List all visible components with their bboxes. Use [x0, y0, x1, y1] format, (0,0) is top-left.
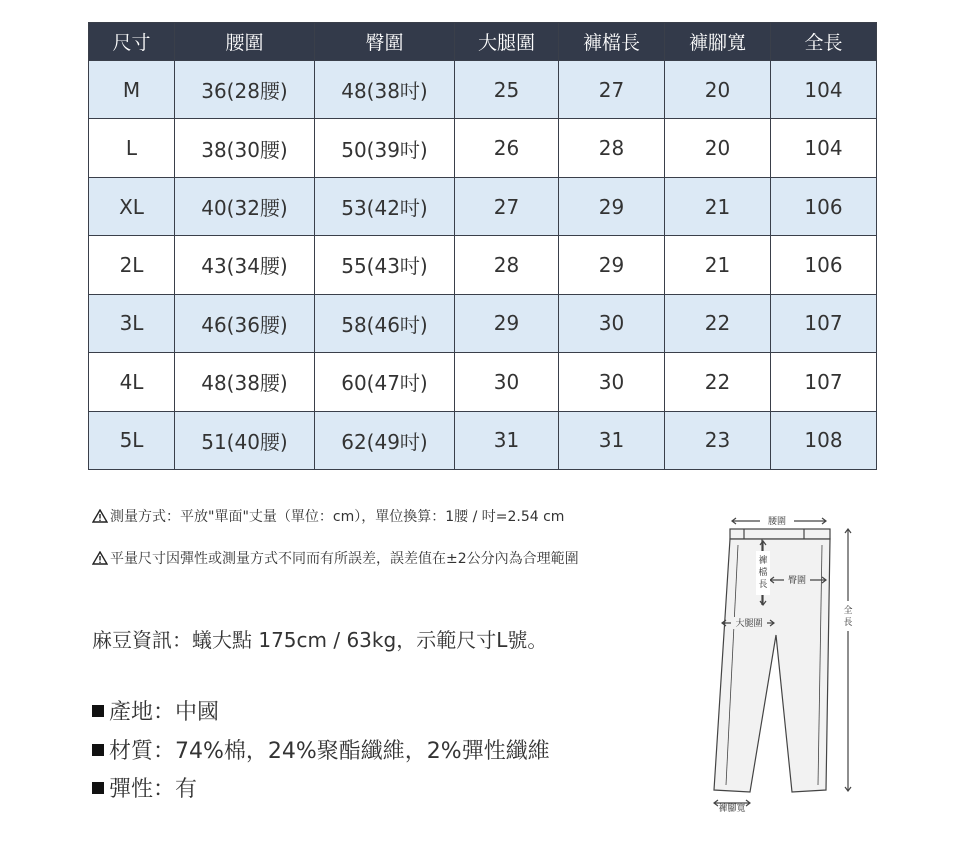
table-cell: 30	[455, 353, 559, 411]
table-header-row	[89, 23, 877, 61]
column-header: 褲腳寬	[665, 23, 771, 61]
square-bullet-icon	[92, 705, 104, 717]
table-row	[89, 119, 877, 177]
column-header: 褲檔長	[559, 23, 665, 61]
table-cell: 48(38腰)	[175, 353, 315, 411]
table-row	[89, 411, 877, 469]
table-cell: 30	[559, 294, 665, 352]
table-cell: 51(40腰)	[175, 411, 315, 469]
table-cell: 29	[559, 177, 665, 235]
diagram-waist-label: 腰圍	[767, 517, 787, 527]
square-bullet-icon	[92, 782, 104, 794]
square-bullet-icon	[92, 744, 104, 756]
table-cell: 30	[559, 353, 665, 411]
table-cell: 27	[455, 177, 559, 235]
table-cell: 108	[771, 411, 877, 469]
table-cell: 38(30腰)	[175, 119, 315, 177]
table-cell: 107	[771, 353, 877, 411]
table-cell: 20	[665, 119, 771, 177]
column-header: 臀圍	[315, 23, 455, 61]
table-cell: 29	[559, 236, 665, 294]
table-cell: 55(43吋)	[315, 236, 455, 294]
spec-origin-text: 產地：中國	[109, 700, 220, 725]
measure-note	[92, 506, 564, 526]
table-row	[89, 353, 877, 411]
table-cell: 62(49吋)	[315, 411, 455, 469]
table-cell: 53(42吋)	[315, 177, 455, 235]
table-cell: 104	[771, 119, 877, 177]
diagram-hem-label: 褲腳寬	[718, 804, 746, 814]
table-cell: 22	[665, 353, 771, 411]
table-cell: 25	[455, 61, 559, 119]
column-header: 腰圍	[175, 23, 315, 61]
diagram-hip-label: 臀圍	[787, 576, 807, 586]
measure-note-text: 測量方式：平放"單面"丈量（單位：cm），單位換算：1腰 / 吋=2.54 cm	[110, 509, 565, 525]
table-cell: 106	[771, 236, 877, 294]
pants-measurement-diagram	[700, 505, 870, 817]
size-label-cell: L	[89, 119, 175, 177]
size-label-cell: 4L	[89, 353, 175, 411]
table-cell: 28	[559, 119, 665, 177]
spec-material-text: 材質：74%棉，24%聚酯纖維，2%彈性纖維	[109, 739, 550, 764]
table-cell: 104	[771, 61, 877, 119]
column-header: 大腿圍	[455, 23, 559, 61]
size-label-cell: 3L	[89, 294, 175, 352]
table-cell: 46(36腰)	[175, 294, 315, 352]
size-label-cell: 2L	[89, 236, 175, 294]
model-info: 麻豆資訊：蟻大點 175cm / 63kg，示範尺寸L號。	[92, 628, 548, 652]
table-cell: 48(38吋)	[315, 61, 455, 119]
diagram-crotch-label-1: 褲	[758, 556, 768, 566]
column-header: 全長	[771, 23, 877, 61]
diagram-thigh-label: 大腿圍	[735, 619, 763, 629]
table-cell: 27	[559, 61, 665, 119]
table-cell: 28	[455, 236, 559, 294]
table-row	[89, 177, 877, 235]
size-label-cell: XL	[89, 177, 175, 235]
spec-origin	[92, 695, 219, 726]
spec-elasticity-text: 彈性：有	[109, 777, 198, 802]
table-cell: 20	[665, 61, 771, 119]
table-cell: 36(28腰)	[175, 61, 315, 119]
table-cell: 60(47吋)	[315, 353, 455, 411]
table-cell: 21	[665, 236, 771, 294]
column-header: 尺寸	[89, 23, 175, 61]
size-chart-table	[88, 22, 877, 470]
table-cell: 23	[665, 411, 771, 469]
tolerance-note	[92, 548, 579, 568]
size-label-cell: 5L	[89, 411, 175, 469]
table-cell: 31	[559, 411, 665, 469]
diagram-crotch-label-2: 檔	[758, 568, 768, 578]
diagram-length-label-2: 長	[843, 618, 853, 628]
warning-triangle-icon	[92, 551, 108, 565]
table-cell: 21	[665, 177, 771, 235]
spec-elasticity	[92, 772, 197, 803]
tolerance-note-text: 平量尺寸因彈性或測量方式不同而有所誤差，誤差值在±2公分內為合理範圍	[110, 551, 579, 567]
table-cell: 31	[455, 411, 559, 469]
table-cell: 50(39吋)	[315, 119, 455, 177]
table-cell: 43(34腰)	[175, 236, 315, 294]
table-cell: 29	[455, 294, 559, 352]
table-cell: 40(32腰)	[175, 177, 315, 235]
table-cell: 107	[771, 294, 877, 352]
table-row	[89, 236, 877, 294]
table-cell: 106	[771, 177, 877, 235]
diagram-length-label-1: 全	[843, 606, 853, 616]
size-label-cell: M	[89, 61, 175, 119]
spec-material	[92, 734, 550, 765]
table-cell: 22	[665, 294, 771, 352]
table-cell: 58(46吋)	[315, 294, 455, 352]
table-cell: 26	[455, 119, 559, 177]
diagram-crotch-label-3: 長	[758, 580, 768, 590]
warning-triangle-icon	[92, 509, 108, 523]
table-row	[89, 61, 877, 119]
table-row	[89, 294, 877, 352]
